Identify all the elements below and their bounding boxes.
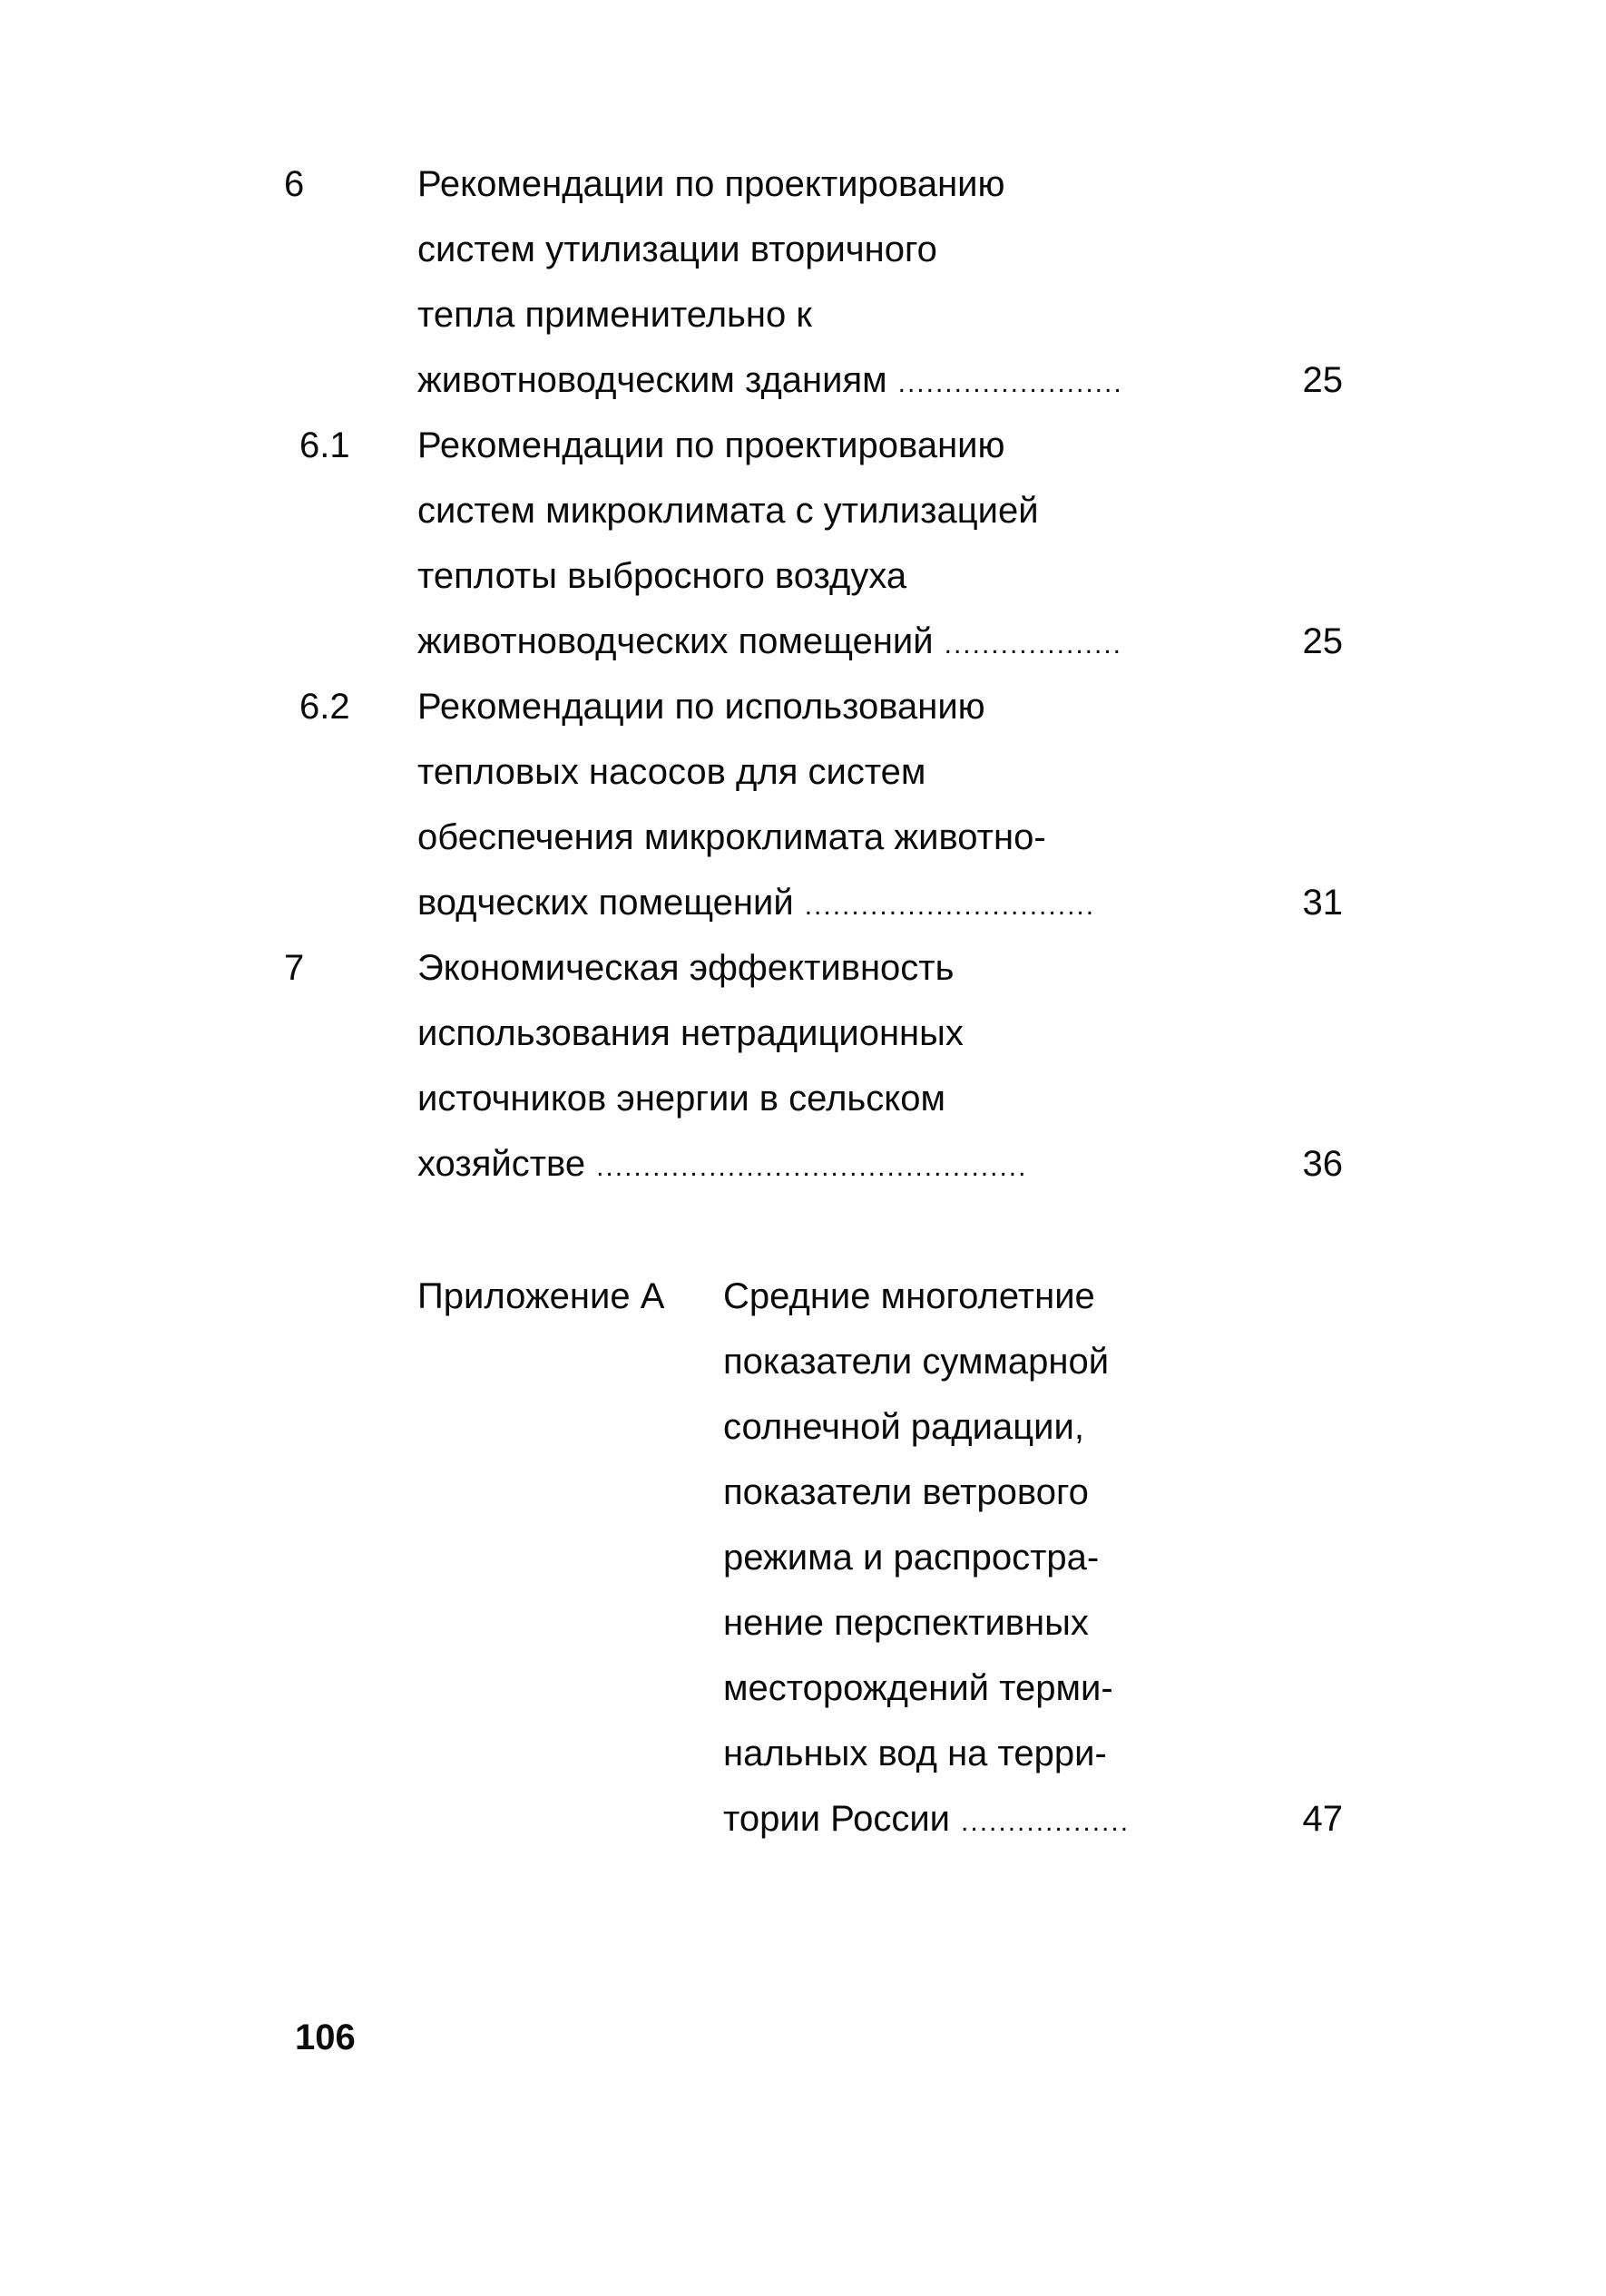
toc-entry-title [417, 674, 1343, 935]
toc-entry-line: тепла применительно к [417, 295, 812, 335]
toc-page-number: 36 [1302, 1144, 1343, 1184]
appendix-line: показатели суммарной [723, 1342, 1110, 1382]
dot-leader: ........................ [897, 368, 1123, 398]
toc-page-number: 47 [1302, 1799, 1343, 1839]
dot-leader: .................. [961, 1807, 1131, 1837]
toc-entry-title [417, 151, 1343, 413]
toc-entry-number: 6 [284, 164, 305, 204]
toc-entry-line: использования нетрадиционных [417, 1013, 964, 1053]
appendix-line: нальных вод на терри- [723, 1734, 1107, 1773]
toc-page-number: 31 [1302, 883, 1343, 923]
appendix-line: нение перспективных [723, 1603, 1089, 1643]
dot-leader: ............................... [804, 891, 1096, 921]
toc-page-number: 25 [1302, 360, 1343, 400]
toc-entry-line: Рекомендации по проектированию [417, 164, 1005, 204]
appendix-line: показатели ветрового [723, 1472, 1089, 1512]
toc-entry-number: 6.1 [299, 425, 350, 465]
toc-entry-title [417, 935, 1343, 1197]
appendix-line: режима и распростра- [723, 1538, 1100, 1578]
appendix-line: месторождений терми- [723, 1668, 1113, 1708]
toc-entry-line: хозяйстве [417, 1144, 586, 1184]
dot-leader: .............................................. [596, 1152, 1028, 1182]
toc-entry-line: систем микроклимата с утилизацией [417, 491, 1039, 531]
toc-entry-last-line [417, 870, 1343, 935]
toc-entry-line: Экономическая эффективность [417, 948, 955, 988]
appendix-line: солнечной радиации, [723, 1407, 1084, 1447]
toc-entry-number: 7 [284, 948, 305, 988]
page-number: 106 [295, 2018, 356, 2057]
toc-entry-title [417, 413, 1343, 674]
toc-entry-line: тепловых насосов для систем [417, 752, 926, 792]
appendix-title [723, 1264, 1343, 1851]
dot-leader: ................... [944, 630, 1122, 659]
toc-entry-last-line [417, 1131, 1343, 1197]
toc-entry-last-line [417, 347, 1343, 413]
toc-entry-line: Рекомендации по проектированию [417, 425, 1005, 465]
toc-entry-line: Рекомендации по использованию [417, 687, 985, 727]
appendix-label: Приложение А [417, 1276, 665, 1316]
toc-entry-number: 6.2 [299, 687, 350, 727]
toc-entry-line: систем утилизации вторичного [417, 230, 937, 269]
toc-entry-line: обеспечения микроклимата животно- [417, 817, 1046, 857]
appendix-line: тории России [723, 1799, 951, 1839]
toc-entry-last-line [417, 609, 1343, 674]
toc-entry-line: теплоты выбросного воздуха [417, 556, 907, 596]
appendix-last-line [723, 1786, 1343, 1851]
toc-entry-line: животноводческих помещений [417, 621, 934, 661]
toc-entry-line: водческих помещений [417, 883, 794, 923]
toc-entry-line: источников энергии в сельском [417, 1079, 945, 1119]
toc-page-number: 25 [1302, 621, 1343, 661]
toc-entry-line: животноводческим зданиям [417, 360, 887, 400]
appendix-line: Средние многолетние [723, 1276, 1095, 1316]
